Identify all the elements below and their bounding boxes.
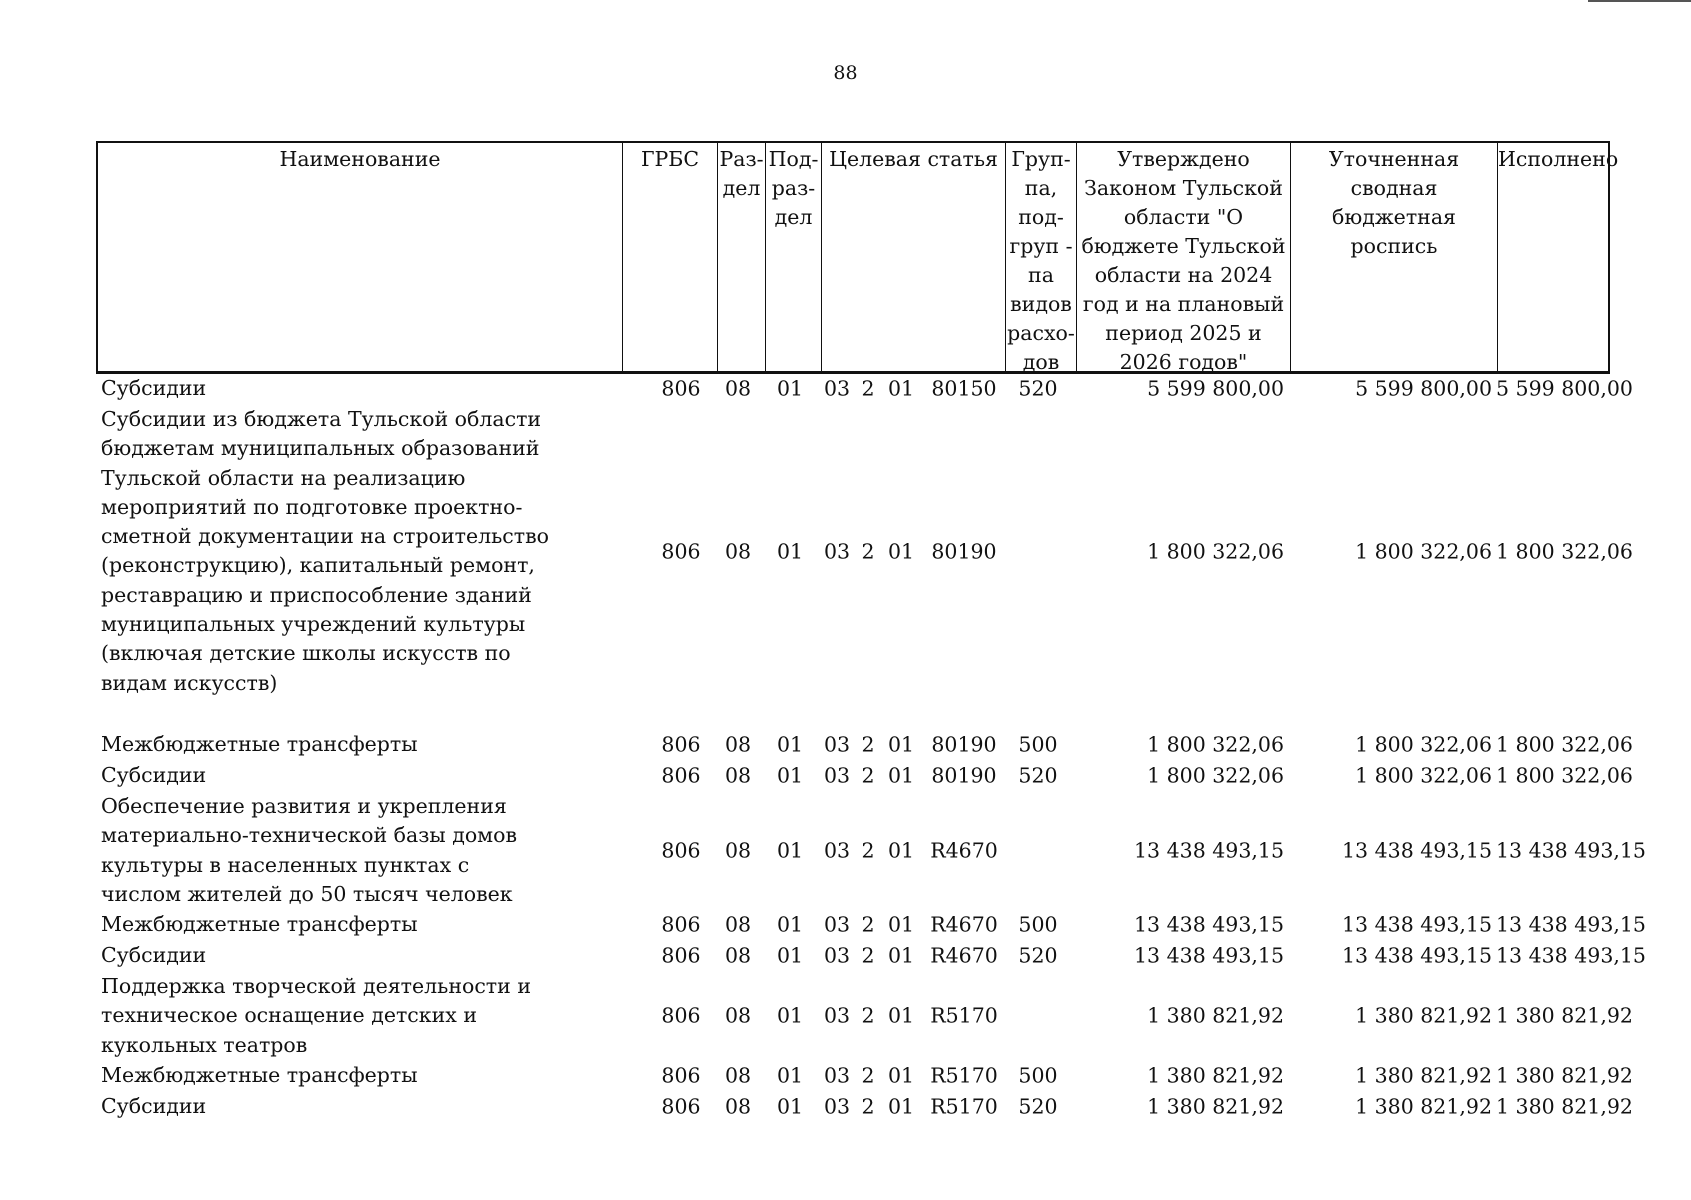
row-cs-direction: 80190 xyxy=(931,763,997,788)
row-razdel: 08 xyxy=(724,1063,752,1088)
row-cs-type: 2 xyxy=(861,763,875,788)
row-cs-program: 03 xyxy=(823,838,851,863)
row-cs-type: 2 xyxy=(861,1094,875,1119)
row-cs-subprogram: 01 xyxy=(887,912,915,937)
row-cs-subprogram: 01 xyxy=(887,763,915,788)
row-executed: 13 438 493,15 xyxy=(1496,912,1646,937)
row-cs-program: 03 xyxy=(823,1003,851,1028)
row-razdel: 08 xyxy=(724,838,752,863)
row-executed: 1 800 322,06 xyxy=(1496,763,1633,788)
row-podrazdel: 01 xyxy=(776,1063,804,1088)
row-name: Межбюджетные трансферты xyxy=(101,732,418,756)
row-refined: 13 438 493,15 xyxy=(1342,838,1492,863)
header-gruppa: Груп-па, под-груп - па видов расхо-дов xyxy=(1006,143,1077,371)
row-cs-subprogram: 01 xyxy=(887,539,915,564)
header-podrazdel: Под-раз-дел xyxy=(766,143,822,371)
row-podrazdel: 01 xyxy=(776,376,804,401)
row-grbs: 806 xyxy=(661,376,701,401)
row-refined: 13 438 493,15 xyxy=(1342,912,1492,937)
row-approved: 13 438 493,15 xyxy=(1134,943,1284,968)
row-executed: 1 380 821,92 xyxy=(1496,1003,1633,1028)
row-grbs: 806 xyxy=(661,912,701,937)
row-cs-type: 2 xyxy=(861,912,875,937)
row-podrazdel: 01 xyxy=(776,1094,804,1119)
row-approved: 1 380 821,92 xyxy=(1147,1003,1284,1028)
row-razdel: 08 xyxy=(724,539,752,564)
row-cs-subprogram: 01 xyxy=(887,943,915,968)
table-row xyxy=(96,792,1646,910)
row-refined: 1 380 821,92 xyxy=(1355,1063,1492,1088)
row-cs-direction: R4670 xyxy=(930,838,998,863)
row-cs-program: 03 xyxy=(823,732,851,757)
row-razdel: 08 xyxy=(724,912,752,937)
top-edge-rule xyxy=(1588,0,1691,2)
row-razdel: 08 xyxy=(724,1094,752,1119)
row-approved: 1 800 322,06 xyxy=(1147,539,1284,564)
row-name: Субсидии из бюджета Тульской области бюджетам муниципальных образований Тульской области на реализацию мероприятий по подготовке проектно-сметной документации на строительство (реконструкцию), капитальный ремонт, реставрацию и приспособление зданий муниципальных учреждений культуры (включая детские школы искусств по видам искусств) xyxy=(101,407,549,695)
table-row xyxy=(96,941,1646,971)
row-executed: 1 380 821,92 xyxy=(1496,1094,1633,1119)
row-refined: 1 380 821,92 xyxy=(1355,1003,1492,1028)
row-refined: 5 599 800,00 xyxy=(1355,376,1492,401)
row-cs-subprogram: 01 xyxy=(887,732,915,757)
page-number: 88 xyxy=(833,62,858,84)
header-name: Наименование xyxy=(98,143,623,371)
row-name: Межбюджетные трансферты xyxy=(101,912,418,936)
row-cs-type: 2 xyxy=(861,1063,875,1088)
row-podrazdel: 01 xyxy=(776,763,804,788)
row-name: Субсидии xyxy=(101,1094,207,1118)
row-approved: 13 438 493,15 xyxy=(1134,838,1284,863)
header-utverzhdeno: Утверждено Законом Тульской области "О бюджете Тульской области на 2024 год и на плановый период 2025 и 2026 годов" xyxy=(1077,143,1291,371)
row-razdel: 08 xyxy=(724,1003,752,1028)
row-podrazdel: 01 xyxy=(776,1003,804,1028)
header-utochnennaya: Уточненная сводная бюджетная роспись xyxy=(1291,143,1498,371)
row-vr: 520 xyxy=(1018,1094,1058,1119)
row-approved: 13 438 493,15 xyxy=(1134,912,1284,937)
row-podrazdel: 01 xyxy=(776,838,804,863)
row-refined: 1 800 322,06 xyxy=(1355,763,1492,788)
row-cs-program: 03 xyxy=(823,539,851,564)
row-grbs: 806 xyxy=(661,539,701,564)
row-cs-direction: R5170 xyxy=(930,1063,998,1088)
row-cs-program: 03 xyxy=(823,1094,851,1119)
row-cs-subprogram: 01 xyxy=(887,1094,915,1119)
table-row xyxy=(96,910,1646,940)
row-cs-subprogram: 01 xyxy=(887,1003,915,1028)
row-approved: 1 380 821,92 xyxy=(1147,1094,1284,1119)
table-row xyxy=(96,1061,1633,1091)
row-executed: 13 438 493,15 xyxy=(1496,838,1646,863)
header-grbs: ГРБС xyxy=(623,143,718,371)
row-refined: 1 800 322,06 xyxy=(1355,732,1492,757)
row-cs-type: 2 xyxy=(861,376,875,401)
row-vr: 520 xyxy=(1018,376,1058,401)
row-cs-subprogram: 01 xyxy=(887,838,915,863)
header-razdel: Раз-дел xyxy=(718,143,766,371)
table-header xyxy=(96,141,1619,374)
row-approved: 1 380 821,92 xyxy=(1147,1063,1284,1088)
row-refined: 1 380 821,92 xyxy=(1355,1094,1492,1119)
row-name: Поддержка творческой деятельности и техническое оснащение детских и кукольных театров xyxy=(101,974,531,1057)
row-approved: 1 800 322,06 xyxy=(1147,763,1284,788)
row-name: Субсидии xyxy=(101,943,207,967)
row-cs-type: 2 xyxy=(861,732,875,757)
row-podrazdel: 01 xyxy=(776,943,804,968)
row-cs-subprogram: 01 xyxy=(887,376,915,401)
row-grbs: 806 xyxy=(661,763,701,788)
row-cs-direction: R5170 xyxy=(930,1094,998,1119)
row-name: Обеспечение развития и укрепления материально-технической базы домов культуры в населенных пунктах с числом жителей до 50 тысяч человек xyxy=(101,794,517,906)
row-podrazdel: 01 xyxy=(776,539,804,564)
table-row xyxy=(96,1092,1633,1122)
row-cs-direction: 80190 xyxy=(931,539,997,564)
row-cs-program: 03 xyxy=(823,912,851,937)
row-executed: 13 438 493,15 xyxy=(1496,943,1646,968)
row-name: Межбюджетные трансферты xyxy=(101,1063,418,1087)
row-executed: 1 800 322,06 xyxy=(1496,539,1633,564)
row-razdel: 08 xyxy=(724,943,752,968)
row-cs-type: 2 xyxy=(861,943,875,968)
row-approved: 5 599 800,00 xyxy=(1147,376,1284,401)
row-cs-direction: R4670 xyxy=(930,943,998,968)
row-grbs: 806 xyxy=(661,1003,701,1028)
row-vr: 500 xyxy=(1018,912,1058,937)
row-podrazdel: 01 xyxy=(776,912,804,937)
table-row xyxy=(96,730,1633,760)
row-cs-subprogram: 01 xyxy=(887,1063,915,1088)
row-grbs: 806 xyxy=(661,732,701,757)
row-cs-direction: R4670 xyxy=(930,912,998,937)
table-row xyxy=(96,972,1633,1060)
table-row xyxy=(96,761,1633,791)
row-razdel: 08 xyxy=(724,763,752,788)
row-razdel: 08 xyxy=(724,732,752,757)
row-refined: 13 438 493,15 xyxy=(1342,943,1492,968)
row-executed: 5 599 800,00 xyxy=(1496,376,1633,401)
row-grbs: 806 xyxy=(661,838,701,863)
table-row xyxy=(96,405,1633,699)
header-celevaya: Целевая статья xyxy=(822,143,1006,371)
row-name: Субсидии xyxy=(101,376,207,400)
row-vr: 520 xyxy=(1018,763,1058,788)
row-vr: 500 xyxy=(1018,732,1058,757)
row-cs-program: 03 xyxy=(823,943,851,968)
row-grbs: 806 xyxy=(661,1063,701,1088)
row-cs-program: 03 xyxy=(823,376,851,401)
table-row xyxy=(96,374,1633,404)
row-cs-direction: 80150 xyxy=(931,376,997,401)
row-executed: 1 800 322,06 xyxy=(1496,732,1633,757)
row-executed: 1 380 821,92 xyxy=(1496,1063,1633,1088)
row-cs-program: 03 xyxy=(823,763,851,788)
row-cs-program: 03 xyxy=(823,1063,851,1088)
row-vr: 520 xyxy=(1018,943,1058,968)
row-cs-direction: 80190 xyxy=(931,732,997,757)
row-cs-direction: R5170 xyxy=(930,1003,998,1028)
row-cs-type: 2 xyxy=(861,1003,875,1028)
header-ispolneno: Исполнено xyxy=(1498,147,1619,171)
row-grbs: 806 xyxy=(661,943,701,968)
row-razdel: 08 xyxy=(724,376,752,401)
row-cs-type: 2 xyxy=(861,539,875,564)
row-podrazdel: 01 xyxy=(776,732,804,757)
row-grbs: 806 xyxy=(661,1094,701,1119)
row-approved: 1 800 322,06 xyxy=(1147,732,1284,757)
row-cs-type: 2 xyxy=(861,838,875,863)
row-vr: 500 xyxy=(1018,1063,1058,1088)
row-name: Субсидии xyxy=(101,763,207,787)
row-refined: 1 800 322,06 xyxy=(1355,539,1492,564)
